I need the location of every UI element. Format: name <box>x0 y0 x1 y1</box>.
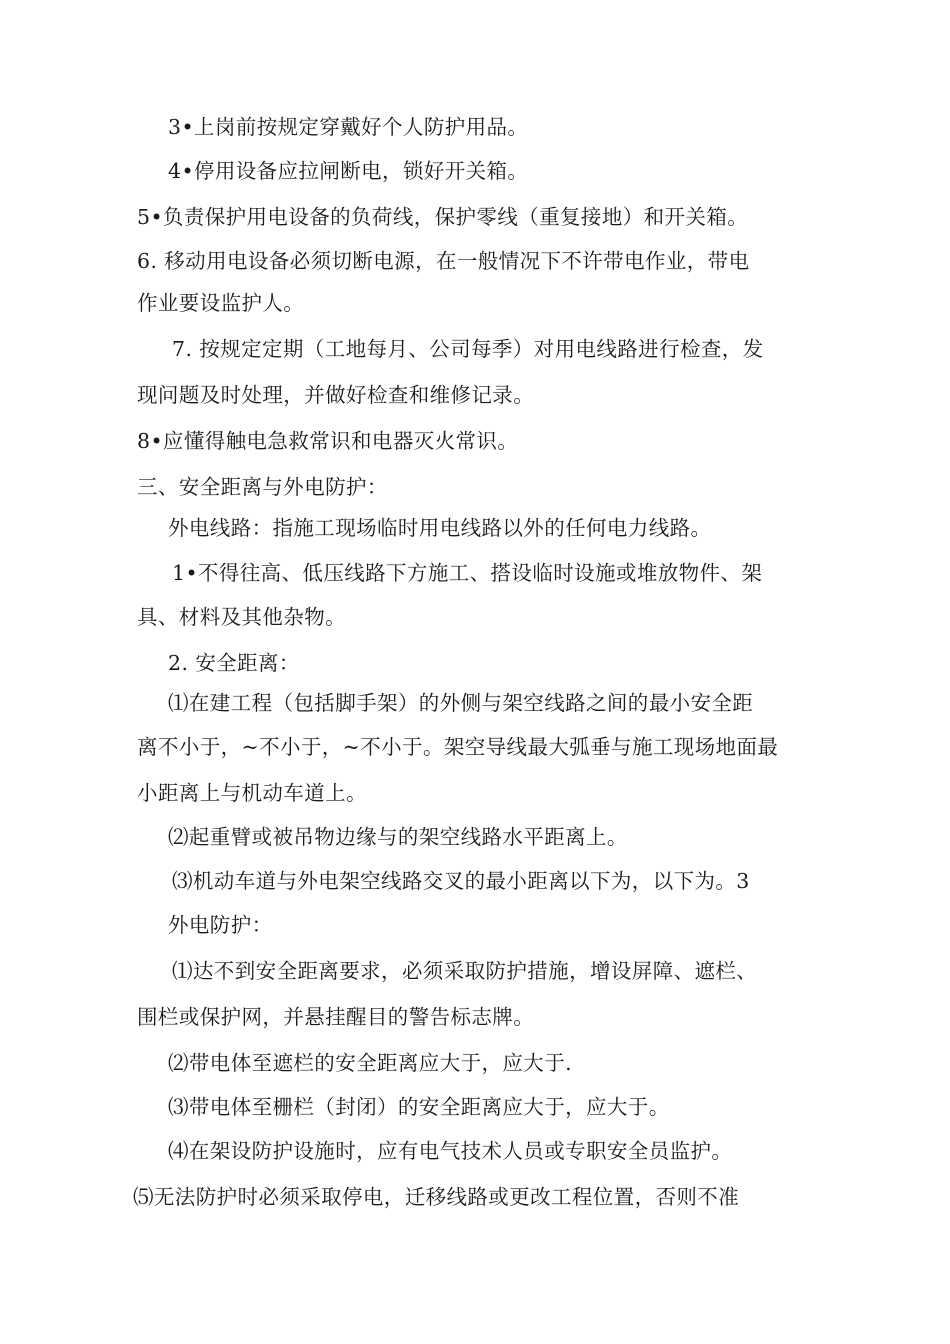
section-heading: 三、安全距离与外电防护： <box>137 475 388 499</box>
text-line: 4•停用设备应拉闸断电，锁好开关箱。 <box>168 159 529 183</box>
text-line: ⑶机动车道与外电架空线路交叉的最小距离以下为，以下为。3 <box>172 869 750 893</box>
text-line: 外电线路：指施工现场临时用电线路以外的任何电力线路。 <box>168 516 712 540</box>
text-line: 2. 安全距离： <box>168 651 300 675</box>
text-line: ⑷在架设防护设施时，应有电气技术人员或专职安全员监护。 <box>168 1139 733 1163</box>
text-line: 离不小于，~不小于，~不小于。架空导线最大弧垂与施工现场地面最 <box>137 735 779 759</box>
text-line: ⑴在建工程（包括脚手架）的外侧与架空线路之间的最小安全距 <box>168 691 754 715</box>
text-line: 5•负责保护用电设备的负荷线，保护零线（重复接地）和开关箱。 <box>137 205 749 229</box>
text-line: 围栏或保护网，并悬挂醒目的警告标志牌。 <box>137 1005 535 1029</box>
text-line: ⑵起重臂或被吊物边缘与的架空线路水平距离上。 <box>168 825 628 849</box>
text-line: 3•上岗前按规定穿戴好个人防护用品。 <box>168 115 529 139</box>
text-line: ⑶带电体至栅栏（封闭）的安全距离应大于，应大于。 <box>168 1095 670 1119</box>
text-line: ⑴达不到安全距离要求，必须采取防护措施，增设屏障、遮栏、 <box>172 959 758 983</box>
text-line: 作业要设监护人。 <box>137 291 305 315</box>
text-line: 具、材料及其他杂物。 <box>137 605 346 629</box>
text-line: 8•应懂得触电急救常识和电器灭火常识。 <box>137 429 519 453</box>
text-line: 7. 按规定定期（工地每月、公司每季）对用电线路进行检查，发 <box>172 337 764 361</box>
text-line: ⑸无法防护时必须采取停电，迁移线路或更改工程位置，否则不准 <box>133 1185 740 1209</box>
text-line: 现问题及时处理，并做好检查和维修记录。 <box>137 383 535 407</box>
text-line: 1•不得往高、低压线路下方施工、搭设临时设施或堆放物件、架 <box>172 561 763 585</box>
text-line: 小距离上与机动车道上。 <box>137 781 367 805</box>
text-line: 6. 移动用电设备必须切断电源，在一般情况下不许带电作业，带电 <box>137 249 750 273</box>
text-line: 外电防护： <box>168 913 273 937</box>
text-line: ⑵带电体至遮栏的安全距离应大于，应大于. <box>168 1051 573 1075</box>
